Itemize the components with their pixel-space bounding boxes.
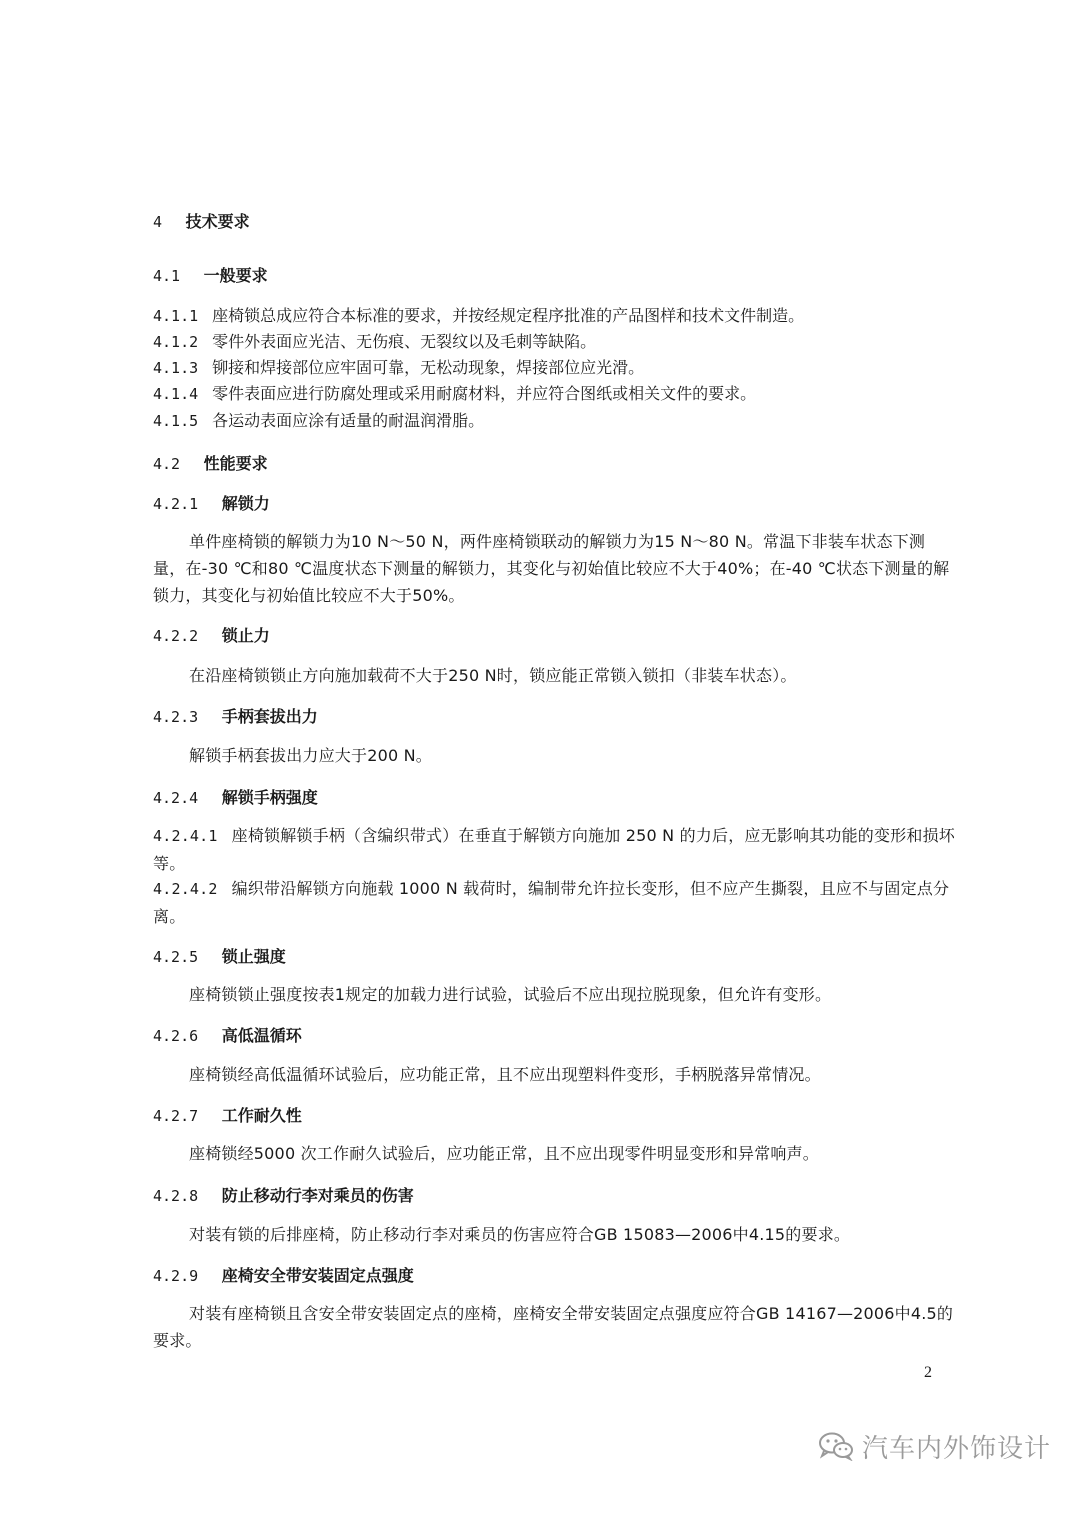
clause-title: 高低温循环	[221, 1026, 302, 1045]
clause-number: 4.1.5	[153, 412, 199, 430]
subsection-heading	[153, 450, 963, 478]
clause-heading	[153, 703, 963, 731]
clause-title: 座椅安全带安装固定点强度	[221, 1266, 414, 1285]
clause-title: 防止移动行李对乘员的伤害	[221, 1186, 414, 1205]
subclause-text: 座椅锁解锁手柄（含编织带式）在垂直于解锁方向施加 250 N 的力后，应无影响其功能的变形和损坏等。	[153, 826, 955, 873]
clause-number: 4.2.9	[153, 1267, 199, 1285]
clause-number: 4.2.8	[153, 1187, 199, 1205]
clause-heading	[153, 622, 963, 650]
clause-number: 4.1.4	[153, 385, 199, 403]
clause-heading	[153, 1022, 963, 1050]
clause-title: 手柄套拔出力	[221, 707, 318, 726]
clause-item	[153, 354, 963, 382]
clause-text: 零件表面应进行防腐处理或采用耐腐材料，并应符合图纸或相关文件的要求。	[212, 384, 757, 403]
clause-number: 4.2.4	[153, 789, 199, 807]
clause-number: 4.1.1	[153, 307, 199, 325]
section-number: 4.1	[153, 267, 181, 285]
subsection-heading	[153, 262, 963, 290]
section-heading	[153, 208, 963, 236]
clause-number: 4.2.5	[153, 948, 199, 966]
clause-item	[153, 328, 963, 356]
clause-number: 4.2.2	[153, 627, 199, 645]
clause-heading	[153, 1182, 963, 1210]
clause-title: 解锁手柄强度	[221, 788, 318, 807]
clause-paragraph: 座椅锁锁止强度按表1规定的加载力进行试验，试验后不应出现拉脱现象，但允许有变形。	[189, 985, 832, 1004]
subclause-number: 4.2.4.1	[153, 827, 218, 845]
clause-title: 解锁力	[221, 494, 270, 513]
subclause-paragraph	[153, 822, 955, 877]
watermark-text: 汽车内外饰设计	[862, 1433, 1052, 1464]
wechat-icon	[818, 1431, 854, 1461]
clause-paragraph: 在沿座椅锁锁止方向施加载荷不大于250 N时，锁应能正常锁入锁扣（非装车状态）。	[189, 666, 797, 685]
clause-text: 铆接和焊接部位应牢固可靠，无松动现象，焊接部位应光滑。	[212, 358, 645, 377]
clause-number: 4.2.1	[153, 495, 199, 513]
clause-title: 工作耐久性	[221, 1106, 302, 1125]
clause-heading	[153, 943, 963, 971]
clause-number: 4.2.6	[153, 1027, 199, 1045]
section-title: 性能要求	[203, 454, 268, 473]
section-title: 一般要求	[203, 266, 268, 285]
clause-heading	[153, 490, 963, 518]
clause-title: 锁止强度	[221, 947, 286, 966]
section-number: 4.2	[153, 455, 181, 473]
clause-paragraph: 座椅锁经高低温循环试验后，应功能正常，且不应出现塑料件变形，手柄脱落异常情况。	[189, 1065, 821, 1084]
clause-heading	[153, 1262, 963, 1290]
subclause-text: 编织带沿解锁方向施载 1000 N 载荷时，编制带允许拉长变形，但不应产生撕裂，且应不与固定点分离。	[153, 879, 950, 926]
clause-number: 4.1.2	[153, 333, 199, 351]
clause-title: 锁止力	[221, 626, 270, 645]
clause-paragraph: 对装有锁的后排座椅，防止移动行李对乘员的伤害应符合GB 15083—2006中4.15的要求。	[189, 1225, 851, 1244]
clause-paragraph: 座椅锁经5000 次工作耐久试验后，应功能正常，且不应出现零件明显变形和异常响声。	[189, 1144, 820, 1163]
clause-paragraph: 对装有座椅锁且含安全带安装固定点的座椅，座椅安全带安装固定点强度应符合GB 14167—2006中4.5的要求。	[153, 1304, 954, 1350]
clause-text: 座椅锁总成应符合本标准的要求，并按经规定程序批准的产品图样和技术文件制造。	[212, 306, 805, 325]
section-number: 4	[153, 213, 163, 231]
clause-item	[153, 302, 963, 330]
section-title: 技术要求	[185, 212, 250, 231]
subclause-number: 4.2.4.2	[153, 880, 218, 898]
page-number: 2	[924, 1364, 932, 1381]
clause-number: 4.2.3	[153, 708, 199, 726]
clause-heading	[153, 1102, 963, 1130]
clause-heading	[153, 784, 963, 812]
clause-paragraph: 单件座椅锁的解锁力为10 N～50 N，两件座椅锁联动的解锁力为15 N～80 N。常温下非装车状态下测量，在-30 ℃和80 ℃温度状态下测量的解锁力，其变化与初始值比较应不大于40%；在-40 ℃状态下测量的解锁力，其变化与初始值比较应不大于50%。	[153, 532, 950, 605]
clause-paragraph: 解锁手柄套拔出力应大于200 N。	[189, 746, 432, 765]
clause-text: 零件外表面应光洁、无伤痕、无裂纹以及毛刺等缺陷。	[212, 332, 597, 351]
watermark	[818, 1426, 1051, 1466]
clause-text: 各运动表面应涂有适量的耐温润滑脂。	[212, 411, 485, 430]
clause-item	[153, 380, 963, 408]
clause-number: 4.2.7	[153, 1107, 199, 1125]
clause-number: 4.1.3	[153, 359, 199, 377]
subclause-paragraph	[153, 875, 955, 930]
clause-item	[153, 407, 963, 435]
